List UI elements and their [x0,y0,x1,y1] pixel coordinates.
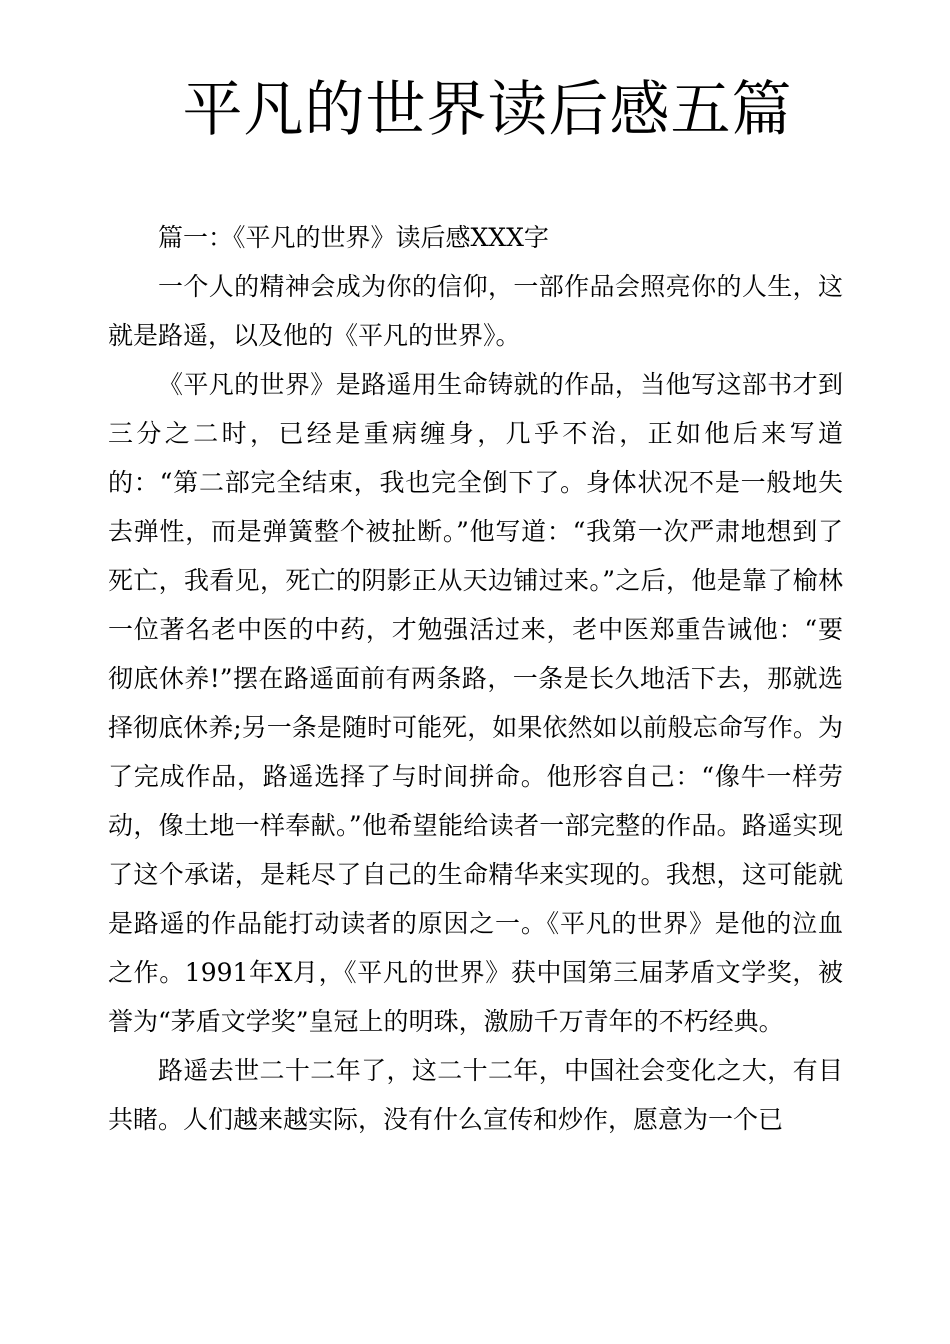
document-body [108,213,843,1144]
paragraph-2: 一个人的精神会成为你的信仰，一部作品会照亮你的人生，这就是路遥，以及他的《平凡的世界》。 [108,272,843,350]
paragraph-1: 篇一：《平凡的世界》读后感XXX字 [158,223,549,252]
paragraph-3: 《平凡的世界》是路遥用生命铸就的作品，当他写这部书才到三分之二时，已经是重病缠身，几乎不治，正如他后来写道的：“第二部完全结束，我也完全倒下了。身体状况不是一般地失去弹性，而是弹簧整个被扯断。”他写道：“我第一次严肃地想到了死亡，我看见，死亡的阴影正从天边铺过来。”之后，他是靠了榆林一位著名老中医的中药，才勉强活过来，老中医郑重告诫他：“要彻底休养!”摆在路遥面前有两条路，一条是长久地活下去，那就选择彻底休养;另一条是随时可能死，如果依然如以前般忘命写作。为了完成作品，路遥选择了与时间拼命。他形容自己：“像牛一样劳动，像土地一样奉献。”他希望能给读者一部完整的作品。路遥实现了这个承诺，是耗尽了自己的生命精华来实现的。我想，这可能就是路遥的作品能打动读者的原因之一。《平凡的世界》是他的泣血之作。1991年X月，《平凡的世界》获中国第三届茅盾文学奖，被誉为“茅盾文学奖”皇冠上的明珠，激励千万青年的不朽经典。 [108,370,843,1036]
paragraph-4: 路遥去世二十二年了，这二十二年，中国社会变化之大，有目共睹。人们越来越实际，没有什么宣传和炒作，愿意为一个已 [108,1056,843,1134]
page-title: 平凡的世界读后感五篇 [182,75,793,145]
